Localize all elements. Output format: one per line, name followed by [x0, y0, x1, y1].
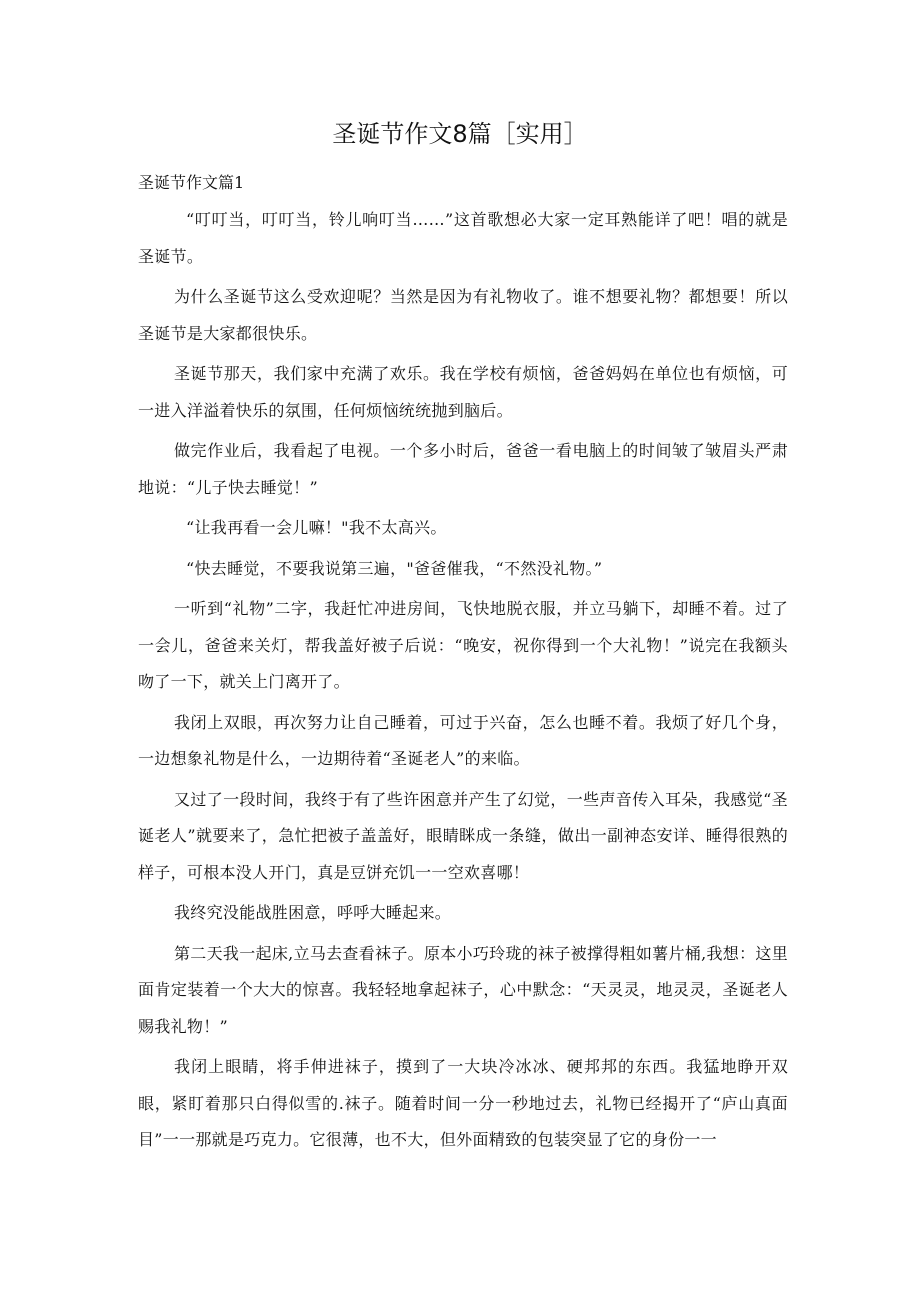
section-heading: 圣诞节作文篇1 [138, 173, 245, 192]
paragraph-8: 我闭上双眼，再次努力让自己睡着，可过于兴奋，怎么也睡不着。我烦了好几个身，一边想象礼物是什么，一边期待着“圣诞老人”的来临。 [138, 712, 788, 768]
paragraph-11: 第二天我一起床,立马去查看袜子。原本小巧玲珑的袜子被撑得粗如薯片桶,我想：这里面肯定装着一个大大的惊喜。我轻轻地拿起袜子，心中默念：“天灵灵，地灵灵，圣诞老人赐我礼物！” [138, 943, 788, 1036]
paragraph-10: 我终究没能战胜困意，呼呼大睡起来。 [174, 903, 452, 922]
paragraph-12: 我闭上眼睛，将手伸进袜子，摸到了一大块冷冰冰、硬邦邦的东西。我猛地睁开双眼，紧盯着那只白得似雪的.袜子。随着时间一分一秒地过去，礼物已经揭开了“庐山真面目”一一那就是巧克力。它很薄，也不大，但外面精致的包装突显了它的身份一一 [138, 1057, 788, 1149]
paragraph-5: “让我再看一会儿嘛！"我不太高兴。 [186, 518, 447, 537]
paragraph-6: “快去睡觉，不要我说第三遍，"爸爸催我，“不然没礼物。” [186, 558, 603, 578]
document-body [138, 168, 788, 1163]
paragraph-9: 又过了一段时间，我终于有了些许困意并产生了幻觉，一些声音传入耳朵，我感觉“圣诞老人”就要来了，急忙把被子盖盖好，眼睛眯成一条缝，做出一副神态安详、睡得很熟的样子，可根本没人开门，真是豆饼充饥一一空欢喜哪！ [138, 789, 788, 882]
document-title: 圣诞节作文8篇［实用］ [332, 120, 588, 148]
paragraph-2: 为什么圣诞节这么受欢迎呢？当然是因为有礼物收了。谁不想要礼物？都想要！所以圣诞节是大家都很快乐。 [138, 287, 788, 343]
paragraph-4: 做完作业后，我看起了电视。一个多小时后，爸爸一看电脑上的时间皱了皱眉头严肃地说：“儿子快去睡觉！” [138, 441, 788, 497]
paragraph-1: “叮叮当，叮叮当，铃儿响叮当……”这首歌想必大家一定耳熟能详了吧！唱的就是圣诞节。 [138, 210, 788, 266]
paragraph-3: 圣诞节那天，我们家中充满了欢乐。我在学校有烦恼，爸爸妈妈在单位也有烦恼，可一进入洋溢着快乐的氛围，任何烦恼统统抛到脑后。 [138, 364, 788, 420]
paragraph-7: 一听到“礼物”二字，我赶忙冲进房间，飞快地脱衣服，并立马躺下，却睡不着。过了一会儿，爸爸来关灯，帮我盖好被子后说：“晚安，祝你得到一个大礼物！”说完在我额头吻了一下，就关上门离开了。 [138, 599, 788, 691]
